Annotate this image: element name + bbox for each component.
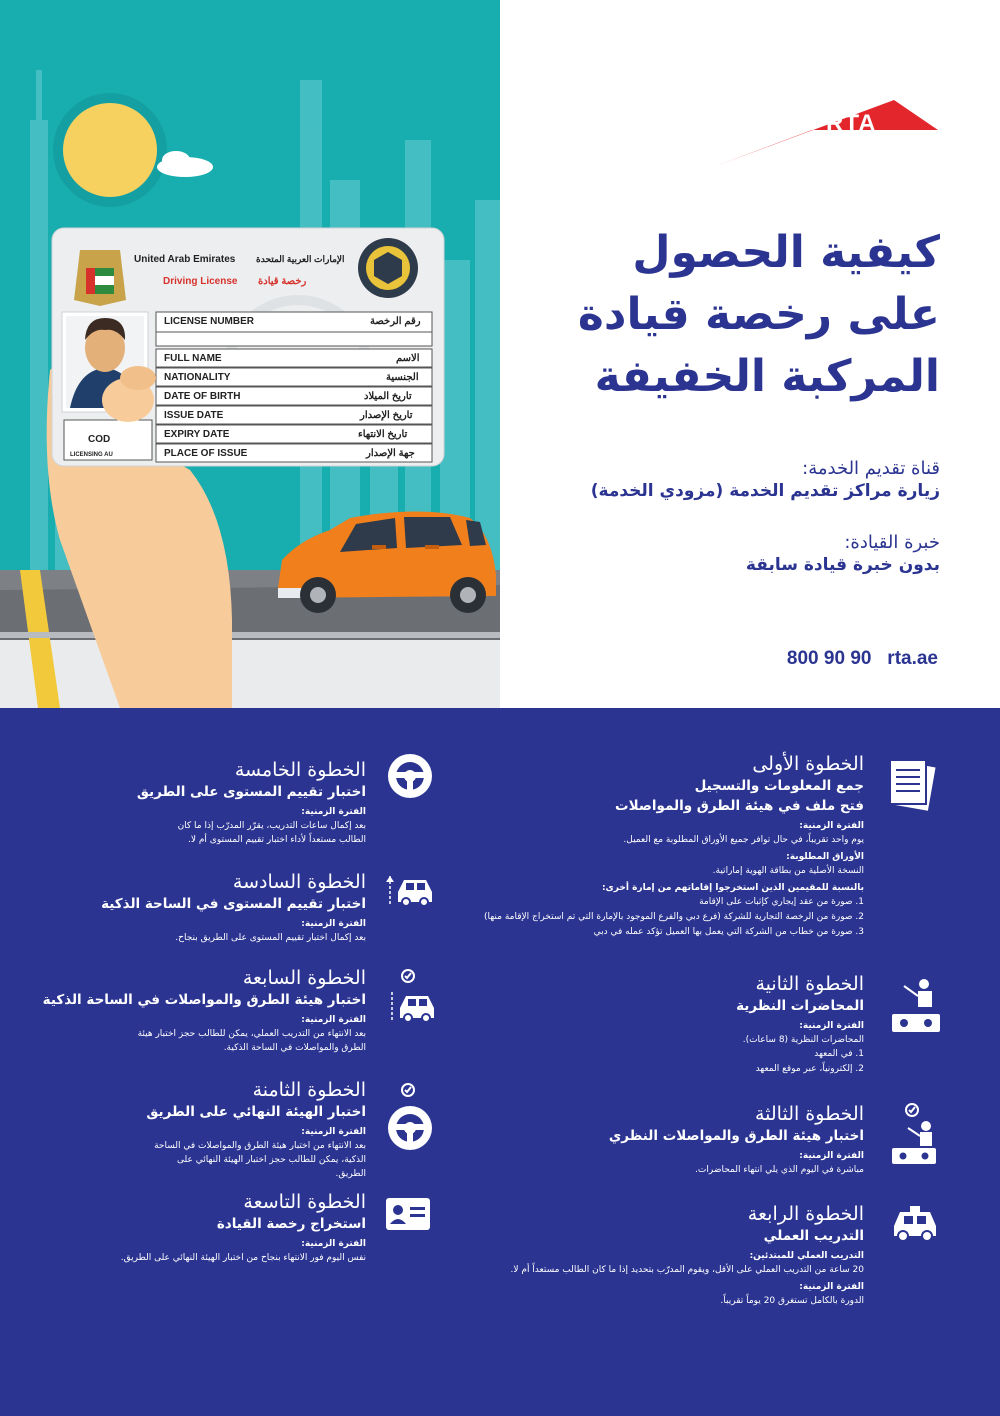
driving-experience-value: بدون خبرة قيادة سابقة [745,555,940,575]
list-item: 2. إلكترونياً، عبر موقع المعهد [755,1064,864,1074]
step-title: جمع المعلومات والتسجيل [694,778,864,794]
card-row-ar: رقم الرخصة [370,316,421,327]
card-type-en: Driving License [163,276,238,287]
step-title: اختبار الهيئة النهائي على الطريق [146,1104,366,1120]
service-channel-label: قناة تقديم الخدمة: [802,458,940,479]
card-row-en: ISSUE DATE [164,410,224,421]
step-text: بعد إكمال ساعات التدريب، يقرّر المدرّب إذا ما كان الطالب مستعداً لأداء اختبار تقييم المستوى أم لا. [177,821,366,845]
step-name: الخطوة الرابعة [747,1203,864,1225]
step-4 [444,1202,864,1308]
step-name: الخطوة التاسعة [243,1191,366,1213]
rta-logo-text: RTA [826,110,877,137]
step-7 [6,966,366,1055]
step-text: بعد إكمال اختبار تقييم المستوى على الطريق بنجاح. [175,933,366,943]
steps-section [0,708,1000,1416]
step-subheading: الفترة الزمنية: [799,1151,864,1161]
card-country-ar: الإمارات العربية المتحدة [256,254,345,264]
service-channel-value: زيارة مراكز تقديم الخدمة (مزودي الخدمة) [590,481,940,501]
step-title: التدريب العملي [763,1228,864,1244]
step-2 [534,972,864,1077]
list-item: 1. في المعهد [814,1049,864,1059]
list-item: 3. صورة من خطاب من الشركة التي يعمل بها العميل تؤكد عمله في دبي [593,927,864,937]
card-row-en: LICENSE NUMBER [164,316,255,327]
list-item: 2. صورة من الرخصة التجارية للشركة (فرع دبي والفرع الموجود بالإمارة التي تم استخراج الإقامة منها) [484,912,864,922]
card-row-en: EXPIRY DATE [164,429,230,440]
card-row-en: PLACE OF ISSUE [164,448,248,459]
driving-experience [520,532,940,575]
step-name: الخطوة الأولى [752,753,864,775]
step-5 [36,758,366,847]
step-text: مباشرة في اليوم الذي يلي انتهاء المحاضرات. [695,1165,864,1175]
card-row-en: DATE OF BIRTH [164,391,241,402]
step-text: الدورة بالكامل تستغرق 20 يوماً تقريباً. [720,1296,864,1306]
step-subheading: التدريب العملي للمبتدئين: [749,1251,864,1261]
license-card-icon [386,1198,430,1230]
phone-number: 800 90 90 [786,648,872,669]
step-name: الخطوة الخامسة [234,759,366,781]
step-subheading: الفترة الزمنية: [799,1021,864,1031]
card-type-ar: رخصة قيادة [258,276,307,287]
step-title: استخراج رخصة القيادة [216,1216,366,1232]
hero-illustration [0,0,500,708]
page-title-line: كيفية الحصول [632,227,940,278]
step-title: اختبار هيئة الطرق والمواصلات في الساحة الذكية [42,992,366,1008]
contact-info [787,648,938,670]
step-text: يوم واحد تقريباً، في حال توافر جميع الأوراق المطلوبة مع العميل. [623,835,864,845]
step-subheading: الأوراق المطلوبة: [786,852,864,862]
step-9 [36,1190,366,1265]
step-text: 20 ساعة من التدريب العملي على الأقل، ويقوم المدرّب بتحديد إذا ما كان الطالب مستعداً أم لا. [510,1265,864,1275]
lecture-icon [890,978,942,1034]
steering-check-icon [386,1082,434,1154]
step-subheading: الفترة الزمنية: [301,1127,366,1137]
card-row-ar: تاريخ الميلاد [364,391,412,402]
step-title: فتح ملف في هيئة الطرق والمواصلات [615,798,864,814]
step-title: اختبار تقييم المستوى على الطريق [136,784,366,800]
step-title: المحاضرات النظرية [736,998,864,1014]
card-row-ar: الجنسية [386,372,419,383]
card-row-en: NATIONALITY [164,372,231,383]
smart-yard-car-icon [384,872,436,910]
card-row-ar: تاريخ الانتهاء [358,429,408,440]
smart-yard-test-icon [386,968,436,1026]
card-row-ar: جهة الإصدار [366,448,415,459]
step-name: الخطوة الثانية [755,973,864,995]
step-text: النسخة الأصلية من بطاقة الهوية إماراتية. [712,866,864,876]
card-licensing-label: LICENSING AU [70,452,113,458]
page-title-line: على رخصة قيادة [577,289,940,340]
step-name: الخطوة الثامنة [252,1079,366,1101]
step-text: بعد الانتهاء من اختبار هيئة الطرق والمواصلات في الساحة الذكية، يمكن للطالب حجز اختبار الهيئة النهائي على الطريق. [154,1141,366,1179]
step-subheading: الفترة الزمنية: [799,821,864,831]
step-text: المحاضرات النظرية (8 ساعات). [742,1035,864,1045]
step-name: الخطوة الثالثة [754,1103,864,1125]
car-training-icon [890,1204,940,1242]
website-link[interactable]: rta.ae [887,648,938,669]
card-country-en: United Arab Emirates [134,254,236,265]
step-title: اختبار تقييم المستوى في الساحة الذكية [101,896,366,912]
step-subheading: الفترة الزمنية: [301,919,366,929]
step-1 [484,752,864,940]
card-code-label: COD [88,434,111,445]
step-subheading: بالنسبة للمقيمين الذين استخرجوا إقاماتهم من إمارة أخرى: [601,883,864,893]
step-list [484,895,864,940]
step-subheading: الفترة الزمنية: [799,1282,864,1292]
card-row-ar: تاريخ الإصدار [360,410,413,421]
list-item: 1. صورة من عقد إيجاري كإثبات على الإقامة [699,897,864,907]
step-text: بعد الانتهاء من التدريب العملي، يمكن للطالب حجز اختبار هيئة الطرق والمواصلات في الساحة الذكية. [137,1029,366,1053]
page-title [520,222,940,408]
documents-icon [886,758,938,812]
driving-experience-label: خبرة القيادة: [844,532,940,553]
test-check-icon [890,1102,940,1164]
city-scene-illustration [0,0,500,708]
step-list [534,1047,864,1077]
page-title-line: المركبة الخفيفة [594,351,940,402]
step-name: الخطوة السادسة [232,871,366,893]
step-text: نفس اليوم فور الانتهاء بنجاح من اختبار الهيئة النهائي على الطريق. [120,1253,366,1263]
step-3 [534,1102,864,1177]
step-subheading: الفترة الزمنية: [301,1015,366,1025]
steering-wheel-icon [386,752,434,800]
step-subheading: الفترة الزمنية: [301,807,366,817]
step-title: اختبار هيئة الطرق والمواصلات النظري [608,1128,864,1144]
step-name: الخطوة السابعة [242,967,366,989]
service-channel [520,458,940,501]
step-6 [36,870,366,945]
card-row-ar: الاسم [396,353,420,364]
card-row-en: FULL NAME [164,353,222,364]
step-8 [36,1078,366,1181]
step-subheading: الفترة الزمنية: [301,1239,366,1249]
